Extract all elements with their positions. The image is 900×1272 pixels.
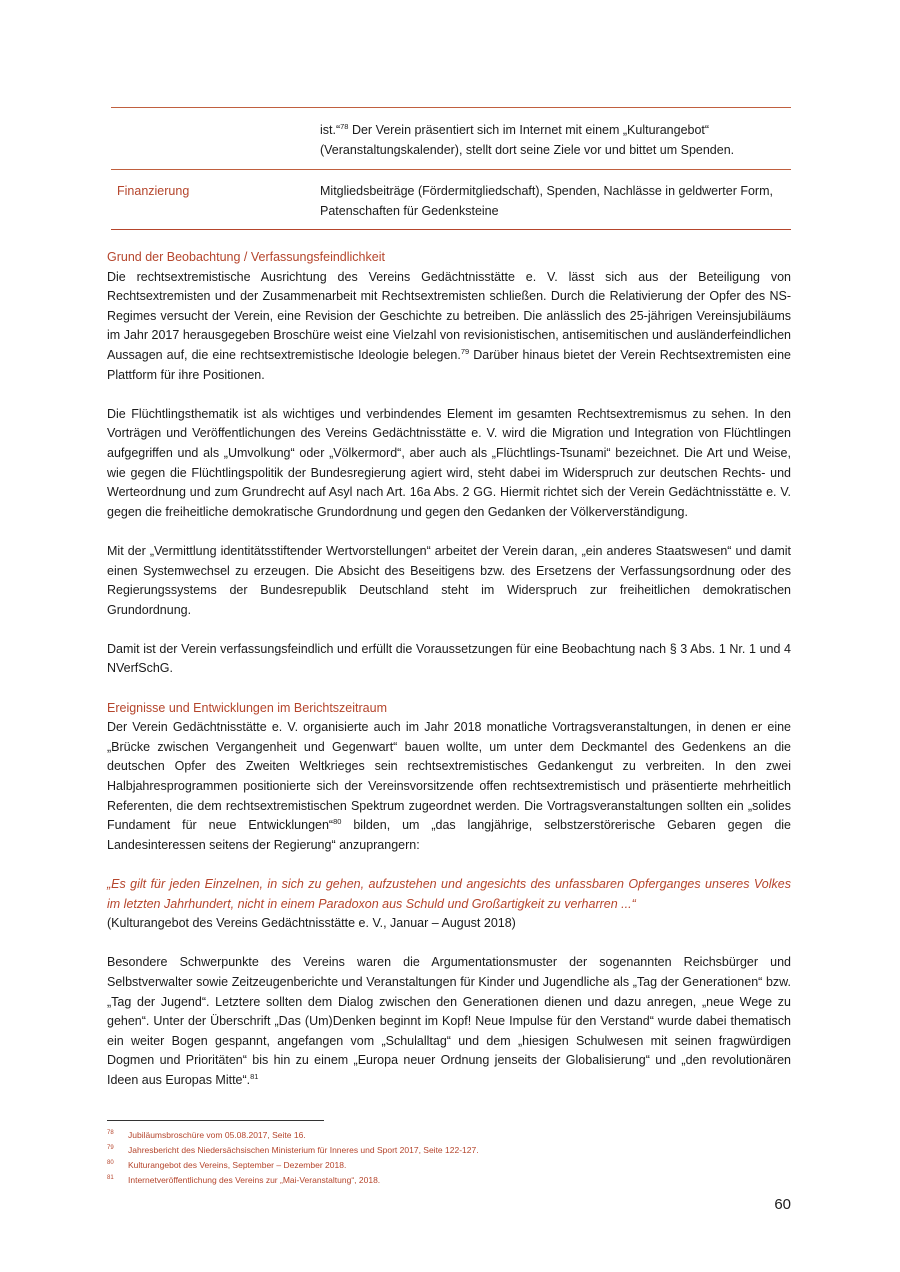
table-row <box>111 169 791 230</box>
footnote-text: Kulturangebot des Vereins, September – Dezember 2018. <box>128 1160 347 1170</box>
footnotes <box>107 1128 791 1188</box>
paragraph-text: bilden, um „das langjährige, selbstzerstörerische Gebaren gegen die Landesinteressen seitens der Regierung“ anzuprangern: <box>107 818 792 852</box>
paragraph <box>107 953 791 1090</box>
footnote <box>107 1143 791 1158</box>
footnote <box>107 1128 791 1143</box>
row-label <box>111 108 320 169</box>
main-text <box>107 248 791 1110</box>
footnote-ref[interactable]: 78 <box>340 121 349 131</box>
footnote-divider <box>107 1120 324 1121</box>
paragraph: Die Flüchtlingsthematik ist als wichtiges und verbindendes Element im gesamten Rechtsextremismus zu sehen. In den Vorträgen und Veröffentlichungen des Vereins Gedächtnisstätte e. V. wird die Migration und Integration von Flüchtlingen aufgegriffen und als „Umvolkung“ oder „Völkermord“, aber auch als „Flüchtlings-Tsunami“ bezeichnet. Die Art und Weise, wie gegen die Flüchtlingspolitik der Bundesregierung agiert wird, steht dabei im Widerspruch zur deutschen Rechts- und Werteordnung und zum Grundrecht auf Asyl nach Art. 16a Abs. 2 GG. Hiermit richtet sich der Verein Gedächtnisstätte e. V. gegen die freiheitliche demokratische Grundordnung und gegen den Gedanken der Völkerverständigung. <box>107 406 791 519</box>
footnote-ref[interactable]: 80 <box>333 817 342 827</box>
row-value-text: ist.“ <box>320 123 341 137</box>
section-heading: Grund der Beobachtung / Verfassungsfeindlichkeit <box>107 250 385 264</box>
profile-table <box>111 107 791 230</box>
footnote <box>107 1158 791 1173</box>
row-value-text: Der Verein präsentiert sich im Internet mit einem „Kulturangebot“ (Veranstaltungskalender), stellt dort seine Ziele vor und bittet um Spenden. <box>320 123 735 157</box>
paragraph <box>107 268 791 386</box>
paragraph: Mit der „Vermittlung identitätsstiftender Wertvorstellungen“ arbeitet der Verein daran, „ein anderes Staatswesen“ und damit einen Systemwechsel zu erzeugen. Die Absicht des Beseitigens bzw. des Ersetzens der Verfassungsordnung oder des Regierungssystems der Bundesrepublik Deutschland steht im Widerspruch zur freiheitlichen demokratischen Grundordnung. <box>107 543 791 617</box>
paragraph: Damit ist der Verein verfassungsfeindlich und erfüllt die Voraussetzungen für eine Beobachtung nach § 3 Abs. 1 Nr. 1 und 4 NVerfSchG. <box>107 641 791 676</box>
row-value <box>320 108 791 169</box>
quote-text: „Es gilt für jeden Einzelnen, in sich zu gehen, aufzustehen und angesichts des unfassbaren Opferganges unseres Volkes im letzten Jahrhundert, nicht in einem Paradoxon aus Schuld und Großartigkeit zu verharren ...“ <box>107 877 791 911</box>
footnote <box>107 1173 791 1188</box>
paragraph-text: Die rechtsextremistische Ausrichtung des Vereins Gedächtnisstätte e. V. lässt sich aus der Beteiligung von Rechtsextremisten und der Zusammenarbeit mit Rechtsextremisten schließen. Durch die Relativierung der Opfer des NS-Regimes versucht der Verein, eine Revision der Geschichte zu betreiben. Die anlässlich des 25-jährigen Vereinsjubiläums im Jahr 2017 herausgegeben Broschüre weist eine Vielzahl von revisionistischen, antisemitischen und ausländerfeindlichen Aussagen auf, die eine rechtsextremistische Ideologie belegen. <box>107 269 791 362</box>
section-heading: Ereignisse und Entwicklungen im Berichtszeitraum <box>107 700 387 715</box>
footnote-text: Internetveröffentlichung des Vereins zur „Mai-Veranstaltung“, 2018. <box>128 1175 381 1185</box>
row-label-financing: Finanzierung <box>117 184 190 198</box>
page-number: 60 <box>774 1196 791 1213</box>
paragraph <box>107 718 791 855</box>
footnote-text: Jahresbericht des Niedersächsischen Ministerium für Inneres und Sport 2017, Seite 122-127. <box>128 1145 479 1155</box>
footnote-number: 81 <box>107 1175 114 1181</box>
paragraph-text: Der Verein Gedächtnisstätte e. V. organisierte auch im Jahr 2018 monatliche Vortragsveranstaltungen, in denen er eine „Brücke zwischen Vergangenheit und Gegenwart“ bauen wollte, um unter dem Deckmantel des Gedenkens an die deutschen Opfer des Zweiten Weltkrieges sein rechtsextremistisches Gedankengut zu verbreiten. In den zwei Halbjahresprogrammen positionierte sich der Vereinsvorsitzende offen rechtsextremistisch und präsentierte mehrheitlich Referenten, die dem rechtsextremistischen Spektrum zugeordnet werden. Die Vortragsveranstaltungen sollten ein „solides Fundament für neue Entwicklungen“ <box>107 720 791 833</box>
footnote-ref[interactable]: 81 <box>250 1071 259 1081</box>
footnote-number: 79 <box>107 1145 114 1151</box>
footnote-ref[interactable]: 79 <box>460 346 470 356</box>
row-value-financing: Mitgliedsbeiträge (Fördermitgliedschaft), Spenden, Nachlässe in geldwerter Form, Patenschaften für Gedenksteine <box>320 184 773 218</box>
paragraph-text: Darüber hinaus bietet der Verein Rechtsextremisten eine Plattform für ihre Positionen. <box>107 347 791 382</box>
paragraph-text: Besondere Schwerpunkte des Vereins waren die Argumentationsmuster der sogenannten Reichsbürger und Selbstverwalter sowie Zeitzeugenberichte und Veranstaltungen für Kinder und Jugendliche als „Tag der Generationen“ bzw. „Tag der Jugend“. Letztere sollten dem Dialog zwischen den Generationen dienen und dazu anregen, „neue Wege zu gehen“. Unter der Überschrift „Das (Um)Denken beginnt im Kopf! Neue Impulse für den Verstand“ wurde dabei thematisch ein weiter Bogen gespannt, angefangen vom „Schulalltag“ und dem „hiesigen Schulwesen mit seinen fragwürdigen Dogmen und Prioritäten“ bis hin zu einem „Europa neuer Ordnung jenseits der Globalisierung“ und „den revolutionären Ideen aus Europas Mitte“. <box>107 955 791 1087</box>
quote-source: (Kulturangebot des Vereins Gedächtnisstätte e. V., Januar – August 2018) <box>107 916 516 931</box>
footnote-number: 80 <box>107 1160 114 1166</box>
footnote-text: Jubiläumsbroschüre vom 05.08.2017, Seite 16. <box>128 1130 306 1140</box>
quote-block <box>107 875 791 934</box>
table-row <box>111 107 791 169</box>
footnote-number: 78 <box>107 1130 114 1136</box>
